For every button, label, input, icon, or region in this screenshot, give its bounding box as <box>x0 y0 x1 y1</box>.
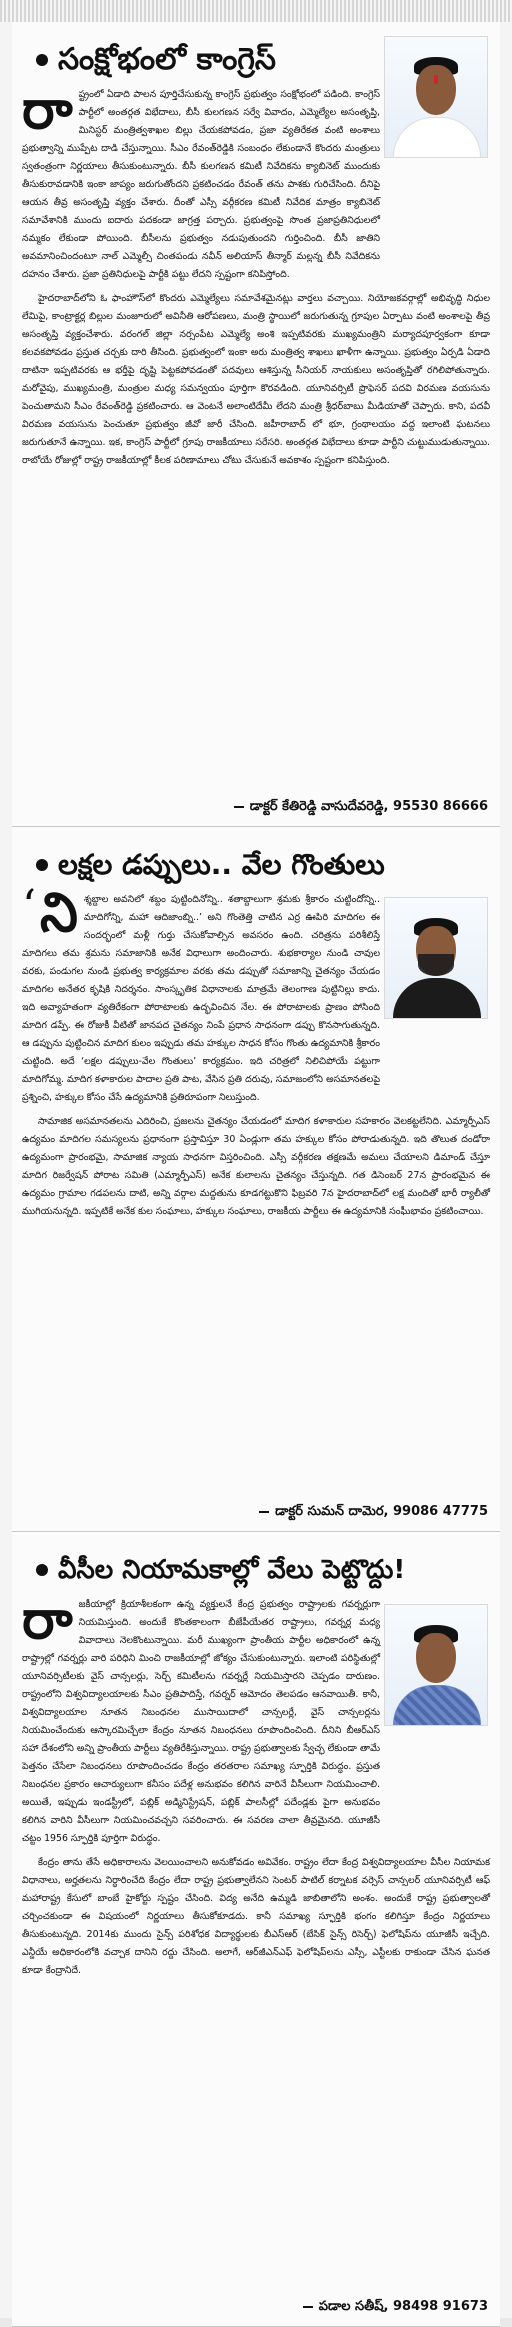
article-3 <box>12 1532 500 2327</box>
dropcap: రా <box>22 77 73 141</box>
article-3-headline-text: వీసీల నియామకాల్లో వేలు పెట్టొద్దు! <box>58 1555 406 1585</box>
article-2-byline: డాక్టర్ సుమన్ దామెర, 99086 47775 <box>259 1503 488 1521</box>
article-1-byline: డాక్టర్ కేతిరెడ్డి వాసుదేవరెడ్డి, 95530 86666 <box>234 798 488 816</box>
article-2-headline-text: లక్షల డప్పులు.. వేల గొంతులు <box>58 848 385 881</box>
article-2 <box>12 827 500 1532</box>
article-3-headline <box>36 1550 490 1590</box>
headline-bullet <box>36 1564 48 1576</box>
paragraph: ష్ట్రంలో ఏడాది పాలన పూర్తిచేసుకున్న కాంగ్రెస్ ప్రభుత్వం సంక్షోభంలో పడింది. కాంగ్రెస్ పార్టీలో అంతర్గత విభేదాలు, బీసీ కులగణన సర్వే వివాదం, ఎమ్మెల్యేల అసంతృప్తి, మినిస్టర్ మంత్రిత్వశాఖల బిల్లు చేయకపోవడం, ప్రజా వ్యతిరేకత వంటి అంశాలు ప్రభుత్వాన్ని ముప్పేట దాడి చేస్తున్నాయి. సీఎం రేవంత్‌రెడ్డికి సంబంధం లేకుండానే కొందరు మంత్రులు స్వతంత్రంగా నిర్ణయాలు తీసుకుంటున్నారు. బీసీ కులగణన కమిటీ నివేదికను క్యాబినెట్ ముందుకు తీసుకురావడానికి ఇంకా జాప్యం జరుగుతోందని ప్రకటించడం రేవంత్ తను పాశకు గురిచేసింది. దీనిపై ఆయన తీవ్ర అసంతృప్తి వ్యక్తం చేశారు. దీంతో ఎస్సీ వర్గీకరణ కమిటీ నివేదిక మాత్రం క్యాబినెట్ సమావేశానికి ముందు ఐదారు పదకండా జాగ్రత్త పర్చారు. ప్రభుత్వంపై సొంత ప్రజాప్రతినిధులలో నమ్మకం లేకుండా పోయింది. బీసీలను ప్రభుత్వం నడుపుతుందని గుర్తించింది. బీసీ జాతిని అవమానించిందంటూ నాల్ ఎమ్మెల్సీ చింతపండు నవీన్ అలియాస్ తీన్మార్ మల్లన్న బీసీ నివేదికను దహనం చేశారు. ప్రజా ప్రతినిధులపై పార్టీకి పట్టు లేదని స్పష్టంగా కనిపిస్తోంది. <box>22 89 380 280</box>
author-photo-3 <box>384 1604 488 1726</box>
article-1 <box>12 22 500 827</box>
paragraph: జకీయాల్లో క్రియాశీలకంగా ఉన్న వ్యక్తులనే కేంద్ర ప్రభుత్వం రాష్ట్రాలకు గవర్నర్లుగా నియమిస్తుంది. అందుకే కొంతకాలంగా బీజేపీయేతర రాష్ట్రాలు, గవర్నర్ల మధ్య వివాదాలు నెలకొంటున్నాయి. మరీ ముఖ్యంగా ప్రాంతీయ పార్టీల అధికారంలో ఉన్న రాష్ట్రాల్లో గవర్నర్లు వారి పరిధిని మించి రాజకీయాల్లో జోక్యం చేసుకుంటున్నారు. ఇలాంటి పరిస్థితుల్లో యూనివర్సిటీలకు వైస్ చాన్సలర్లు, సెర్చ్ కమిటీలను గవర్నర్లే నియమిస్తారని చెప్పడం దారుణం. రాష్ట్రంలోని విశ్వవిద్యాలయాలకు సీఎం ప్రతిపాదిస్తే, గవర్నర్ ఆమోదం తెలపడం ఆనవాయితీ. కానీ, విశ్వవిద్యాలయాల నూతన నిబంధనల ముసాయిదాలో చాన్సలర్లే, వైస్ చాన్సలర్లను నియమించేందుకు ఆస్కారమిచ్చేలా కేంద్రం నూతన నిబంధనలు రూపొందించింది. దీనిని బీఆర్ఎస్ సహా దేశంలోని అన్ని ప్రాంతీయ పార్టీలు వ్యతిరేకిస్తున్నాయి. రాష్ట్ర ప్రభుత్వాలకు స్వేచ్ఛ లేకుండా తామే పెత్తనం చేసేలా నిబంధనలు రూపొందించడం కేంద్రం తరతరాల సమాఖ్య స్ఫూర్తికి విరుద్ధం. ప్రస్తుత నిబంధనల ప్రకారం ఆచార్యులుగా కనీసం పదేళ్ల అనుభవం కలిగిన వారినే వీసీలుగా నియమించాలి. అయితే, ఇప్పుడు ఇండస్ట్రీలో, పబ్లిక్ అడ్మినిస్ట్రేషన్, పబ్లిక్ పాలసీల్లో పదేండ్లకు పైగా అనుభవం కలిగిన వారిని వీసీలుగా నియమించవచ్చని సవరించారు. ఈ సవరణ చాలా తీవ్రమైనది. యూజీసీ చట్టం 1956 స్ఫూర్తికి పూర్తిగా విరుద్ధం. <box>22 1599 380 1844</box>
article-2-body: ‘ ని శ్శబ్దాల అవనిలో శబ్దం పుట్టిందినోన్ని.. శతాబ్దాలుగా శ్రమకు శ్రీకారం చుట్టిందోన్ని.. మాదిగోన్ని, మహా ఆదిజాంబ్ని..’ అని గొంతెత్తి చాటిన ఎర్ర ఊపిరి మాదిగల ఈ సందర్భంలో మళ్లీ గుర్తు చేసుకోవాల్సిన అవసరం ఉంది. చరిత్రను పరిశీలిస్తే మాదిగలు తమ శ్రమను సమాజానికి అనేక విధాలుగా అందించారు. శుభకార్యాల నుండి చావుల వరకు, పండుగల నుండి ప్రభుత్వ కార్యక్రమాల వరకు తమ డప్పుతో సమాజాన్ని చైతన్యం చేయడం మాదిగల అనేతర కృషికి నిదర్శనం. సాంస్కృతిక విధానాలకు మాత్రమే తెలంగాణ పుట్టినిల్లు కాదు. ఇది అవ్యాహతంగా వ్యతిరేకంగా పోరాటాలకు ఉద్భవించిన నేల. ఈ పోరాటాలకు ప్రాణం పోసింది మాదిగ డప్పే. ఈ రోజుకీ వీటితో జానపద చైతన్యం నింపే ప్రధాన సాధనంగా డప్పు కొనసాగుతున్నది. ఆ డప్పును పుట్టించిన మాదిగ కులం ఇప్పుడు తమ హక్కుల సాధన కోసం గొంతు ఉద్యమానికి శ్రీకారం చుట్టింది. అదే ‘లక్షల డప్పులు-వేల గొంతులు’ కార్యక్రమం. ఇది చరిత్రలో నిలిచిపోయే పట్టుగా మాదిగోమ్మ. మాదిగ కళాకారుల పాదాల ప్రతి పాట, వేసిన ప్రతి దరువు, సమాజంలోని అసమానతలపై ప్రశ్నించి, హక్కుల కోసం చేసే ఉద్యమానికి ప్రతిరూపంగా నిలుస్తుంది. <box>22 891 380 1107</box>
author-photo-2 <box>384 897 488 1019</box>
dropcap: రా <box>22 1587 73 1651</box>
article-2-headline <box>36 845 490 885</box>
paragraph: శ్శబ్దాల అవనిలో శబ్దం పుట్టిందినోన్ని.. శతాబ్దాలుగా శ్రమకు శ్రీకారం చుట్టిందోన్ని.. మాదిగోన్ని, మహా ఆదిజాంబ్ని..’ అని గొంతెత్తి చాటిన ఎర్ర ఊపిరి మాదిగల ఈ సందర్భంలో మళ్లీ గుర్తు చేసుకోవాల్సిన అవసరం ఉంది. చరిత్రను పరిశీలిస్తే మాదిగలు తమ శ్రమను సమాజానికి అనేక విధాలుగా అందించారు. శుభకార్యాల నుండి చావుల వరకు, పండుగల నుండి ప్రభుత్వ కార్యక్రమాల వరకు తమ డప్పుతో సమాజాన్ని చైతన్యం చేయడం మాదిగల అనేతర కృషికి నిదర్శనం. సాంస్కృతిక విధానాలకు మాత్రమే తెలంగాణ పుట్టినిల్లు కాదు. ఇది అవ్యాహతంగా వ్యతిరేకంగా పోరాటాలకు ఉద్భవించిన నేల. ఈ పోరాటాలకు ప్రాణం పోసింది మాదిగ డప్పే. ఈ రోజుకీ వీటితో జానపద చైతన్యం నింపే ప్రధాన సాధనంగా డప్పు కొనసాగుతున్నది. ఆ డప్పును పుట్టించిన మాదిగ కులం ఇప్పుడు తమ హక్కుల సాధన కోసం గొంతు ఉద్యమానికి శ్రీకారం చుట్టింది. అదే ‘లక్షల డప్పులు-వేల గొంతులు’ కార్యక్రమం. ఇది చరిత్రలో నిలిచిపోయే పట్టుగా మాదిగోమ్మ. మాదిగ కళాకారుల పాదాల ప్రతి పాట, వేసిన ప్రతి దరువు, సమాజంలోని అసమానతలపై ప్రశ్నించి, హక్కుల కోసం చేసే ఉద్యమానికి ప్రతిరూపంగా నిలుస్తుంది. <box>22 894 380 1103</box>
article-3-byline: పడాల సతీష్, 98498 91673 <box>303 2298 488 2316</box>
article-3-body <box>22 1587 380 1848</box>
paragraph: సామాజిక అసమానతలను ఎదిరించి, ప్రజలను చైతన్యం చేయడంలో మాదిగ కళాకారుల సహకారం వెలకట్టలేనిది. ఎమ్మార్పీఎస్ ఉద్యమం మాదిగల సమస్యలను ప్రధానంగా ప్రస్తావిస్తూ 30 ఏండ్లుగా తమ హక్కుల కోసం పోరాడుతున్నది. ఇది తొలుత దండోరా ఉద్యమంగా ప్రారంభమై, సామాజిక న్యాయ సాధనగా విస్తరించింది. ఎస్సీ వర్గీకరణ తక్షణమే అమలు చేయాలని డిమాండ్ చేస్తూ మాదిగ రిజర్వేషన్ పోరాట సమితి (ఎమ్మార్పీఎస్) అనేక కులాలను చైతన్యం చేస్తున్నది. గత డిసెంబర్ 27న ప్రారంభమైన ఈ ఉద్యమం గ్రామాల గడపలను దాటి, అన్ని వర్గాల మద్దతును కూడగట్టుకొని ఫిబ్రవరి 7న హైదరాబాద్‌లో లక్ష మందితో భారీ ర్యాలీతో ముగియనున్నది. ఇప్పటికే అనేక కుల సంఘాలు, హక్కుల సంఘాలు, రాజకీయ పార్టీలు ఈ ఉద్యమానికి సంఘీభావం ప్రకటించాయి. <box>22 1116 490 1217</box>
article-2-body-cont <box>22 1113 490 1221</box>
author-photo-1 <box>384 36 488 158</box>
top-border <box>0 0 512 22</box>
article-1-body <box>22 77 380 284</box>
article-1-headline-text: సంక్షోభంలో కాంగ్రెస్ <box>58 42 276 77</box>
headline-bullet <box>36 54 48 66</box>
article-3-body-cont <box>22 1854 490 1980</box>
paragraph: కేంద్రం తాను తేసే అధికారాలను వెలయించాలని అనుకోవడం అవివేకం. రాష్ట్రం లేదా కేంద్ర విశ్వవిద్యాలయాల వీసీల నియామక విధానాలు, అర్హతలను నిర్ధారించేది కేంద్రం లేదా రాష్ట్ర ప్రభుత్వాలేనని సెంటర్ పాటిల్ కర్నాటక వర్సెస్ చాన్సలర్ యూనివర్సిటీ ఆఫ్ మహారాష్ట్ర కేసులో బాంబే హైకోర్టు స్పష్టం చేసింది. విద్య అనేది ఉమ్మడి జాబితాలోని అంశం. అందుకే రాష్ట్ర ప్రభుత్వాలతో చర్చించకుండా ఈ విషయంలో నిర్ణయాలు తీసుకోకూడదు. కానీ సమాఖ్య స్ఫూర్తికి భంగం కలిగిస్తూ కేంద్రం నిర్ణయాలు తీసుకుంటున్నది. 2014కు ముందు సైన్స్ పరిశోధక విద్యార్థులకు బీఎస్ఆర్ (బేసిక్ సైన్స్ రిసెర్చ్) ఫెలోషిప్‌ను యూజీసీ ఇచ్చేది. ఎన్డీయే అధికారంలోకి వచ్చాక దానిని రద్దు చేసింది. అలాగే, ఆర్‌జీఎన్‌ఎఫ్ ఫెలోషిప్‌లను ఎస్సీ, ఎస్టీలకు రాకుండా చేసిన ఘనత కూడా కేంద్రానిదే. <box>22 1857 490 1976</box>
paragraph: హైదరాబాద్‌లోని ఓ ఫాంహౌస్‌లో కొందరు ఎమ్మెల్యేలు సమావేశమైనట్లు వార్తలు వచ్చాయి. నియోజకవర్గాల్లో అభివృద్ధి నిధుల లేమిపై, కాంట్రాక్టర్ల బిల్లుల మంజూరులో అవినీతి ఆరోపణలు, మంత్రి స్థాయిలో జరుగుతున్న గ్రూపుల ఏర్పాటు వంటి అంశాలపై తీవ్ర అసంతృప్తి వ్యక్తంచేశారు. వరంగల్ జిల్లా నర్సంపేట ఎమ్మెల్యే అంశి ఇప్పటివరకు ముఖ్యమంత్రిని మర్యాదపూర్వకంగా కూడా కలవకపోవడం ప్రస్తుత చర్చకు దారి తీసింది. ప్రభుత్వంలో ఇంకా అరు మంత్రిత్వ శాఖలు ఖాళీగా ఉన్నాయి. ప్రభుత్వం ఏర్పడి ఏడాది దాటినా ఇప్పటివరకు ఆ భర్తీపై దృష్టి పెట్టకపోవడంతో పదవులు ఆశిస్తున్న సీనియర్ నాయకులు అసంతృప్తితో రగిలిపోతున్నారు. మరోవైపు, ముఖ్యమంత్రి, మంత్రుల మధ్య సమన్వయం పూర్తిగా కొరవడింది. యూనివర్సిటీ ప్రొఫెసర్ పదవి విరమణ వయసును పెంచుతామని సీఎం రేవంత్‌రెడ్డి ప్రకటించారు. ఆ వెంటనే అలాంటిదేమీ లేదని మంత్రి శ్రీధర్‌బాబు మీడియాతో చెప్పారు. కాని, పదవీ విరమణ వయసును పెంచుతూ ప్రభుత్వం జీవో జారీ చేసింది. జహీరాబాద్ లో భూ, గ్రంథాలయం వద్ద ఇలాంటి ఘటనలు జరుగుతూనే ఉన్నాయి. ఇక, కాంగ్రెస్ పార్టీలో గ్రూపు రాజకీయాలు సరేసరి. అంతర్గత విభేదాలు కూడా పార్టీని చుట్టుముడుతున్నాయి. రాబోయే రోజుల్లో రాష్ట్ర రాజకీయాల్లో కీలక పరిణామాలు చోటు చేసుకునే అవకాశం స్పష్టంగా కనిపిస్తుంది. <box>22 293 490 466</box>
headline-bullet <box>36 859 48 871</box>
article-1-body-cont <box>22 290 490 470</box>
